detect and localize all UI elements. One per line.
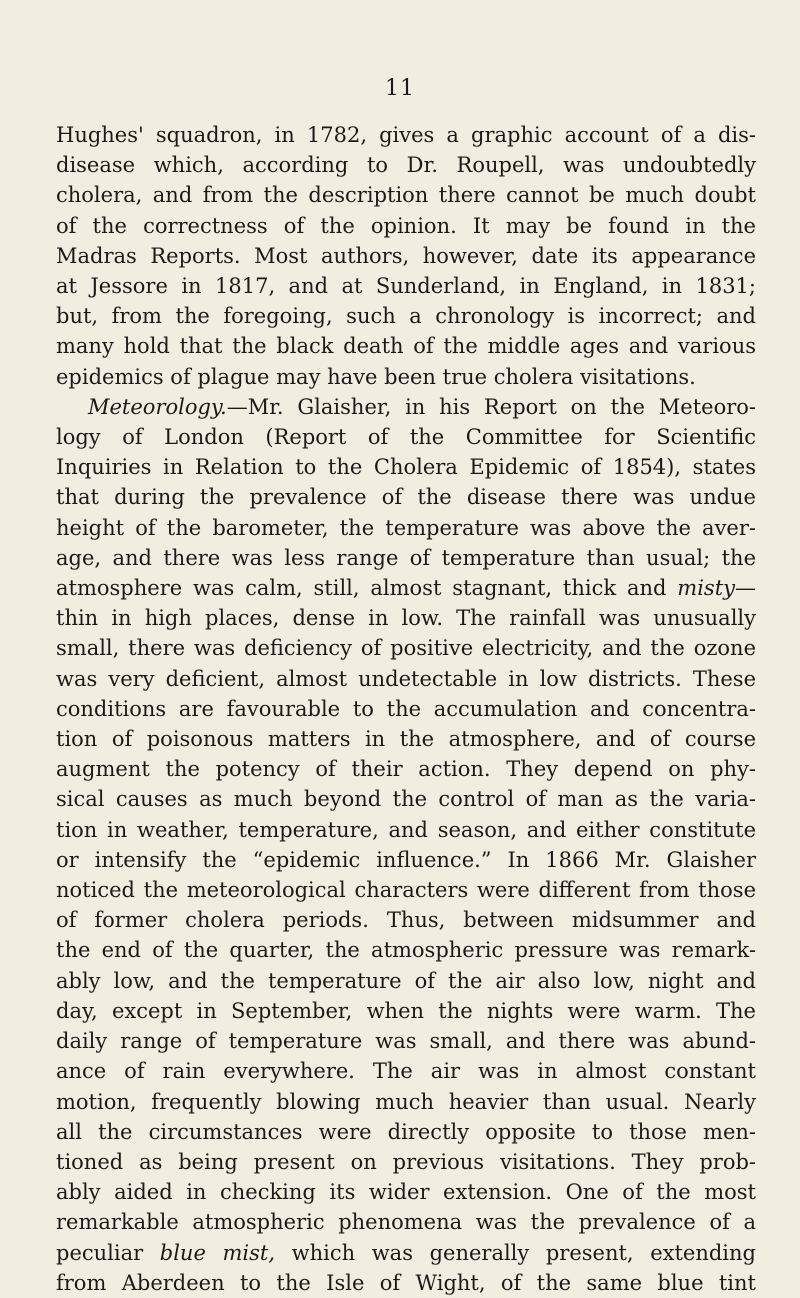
text-segment: atmosphere was calm, still, almost stagnant, thick and (56, 576, 667, 601)
text-line: ably aided in checking its wider extension. One of the most (56, 1180, 756, 1205)
italic-term-blue-mist: blue mist, (159, 1240, 275, 1265)
text-line: all the circumstances were directly opposite to those men- (56, 1119, 756, 1144)
text-line: of former cholera periods. Thus, between midsummer and (56, 908, 756, 933)
body-text (56, 120, 756, 1298)
italic-term-misty: misty (677, 576, 735, 601)
text-line: tion in weather, temperature, and season, and either constitute (56, 817, 756, 842)
text-line: was very deficient, almost undetectable in low districts. These (56, 666, 756, 691)
text-line: augment the potency of their action. They depend on phy- (56, 757, 756, 782)
text-line: remarkable atmospheric phenomena was the prevalence of a (56, 1210, 756, 1235)
text-line: epidemics of plague may have been true cholera visitations. (56, 364, 696, 389)
text-line: cholera, and from the description there cannot be much doubt (56, 183, 756, 208)
text-line: disease which, according to Dr. Roupell, was undoubtedly (56, 153, 756, 178)
page-number: 11 (385, 76, 415, 101)
text-segment: peculiar (56, 1240, 144, 1265)
text-line: age, and there was less range of temperature than usual; the (56, 545, 756, 570)
text-segment: — (735, 576, 756, 601)
text-segment: which was generally present, extending (291, 1240, 756, 1265)
text-line: Hughes' squadron, in 1782, gives a graphic account of a dis- (56, 123, 756, 147)
text-line: ance of rain everywhere. The air was in almost constant (56, 1059, 756, 1084)
text-line: motion, frequently blowing much heavier than usual. Nearly (56, 1089, 756, 1114)
text-line: many hold that the black death of the middle ages and various (56, 334, 756, 359)
text-line: tion of poisonous matters in the atmosphere, and of course (56, 727, 756, 752)
section-heading-meteorology: Meteorology. (88, 394, 227, 419)
text-line: Inquiries in Relation to the Cholera Epidemic of 1854), states (56, 455, 756, 480)
text-line-remainder: —Mr. Glaisher, in his Report on the Meteoro- (226, 394, 756, 419)
text-line: logy of London (Report of the Committee for Scientific (56, 425, 756, 450)
text-line: tioned as being present on previous visitations. They prob- (56, 1149, 756, 1174)
text-line: from Aberdeen to the Isle of Wight, of the same blue tint (56, 1270, 756, 1295)
text-line (56, 1238, 756, 1268)
text-line: at Jessore in 1817, and at Sunderland, in England, in 1831; (56, 274, 756, 299)
text-line (56, 573, 756, 603)
text-line: daily range of temperature was small, and there was abund- (56, 1029, 756, 1054)
text-line: the end of the quarter, the atmospheric pressure was remark- (56, 938, 756, 963)
text-line: of the correctness of the opinion. It may be found in the (56, 213, 756, 238)
text-line-section-start (56, 392, 756, 422)
text-line: ably low, and the temperature of the air also low, night and (56, 968, 756, 993)
text-line: but, from the foregoing, such a chronology is incorrect; and (56, 304, 756, 329)
text-line: day, except in September, when the nights were warm. The (56, 998, 756, 1023)
text-line: sical causes as much beyond the control of man as the varia- (56, 787, 756, 812)
text-line: height of the barometer, the temperature was above the aver- (56, 515, 756, 540)
text-line: small, there was deficiency of positive electricity, and the ozone (56, 636, 756, 661)
text-line: that during the prevalence of the disease there was undue (56, 485, 756, 510)
text-line: or intensify the “epidemic influence.” In 1866 Mr. Glaisher (56, 847, 756, 872)
text-line: thin in high places, dense in low. The rainfall was unusually (56, 606, 756, 631)
text-line: conditions are favourable to the accumulation and concentra- (56, 696, 756, 721)
text-line: Madras Reports. Most authors, however, date its appearance (56, 243, 756, 268)
text-line: noticed the meteorological characters were different from those (56, 878, 756, 903)
